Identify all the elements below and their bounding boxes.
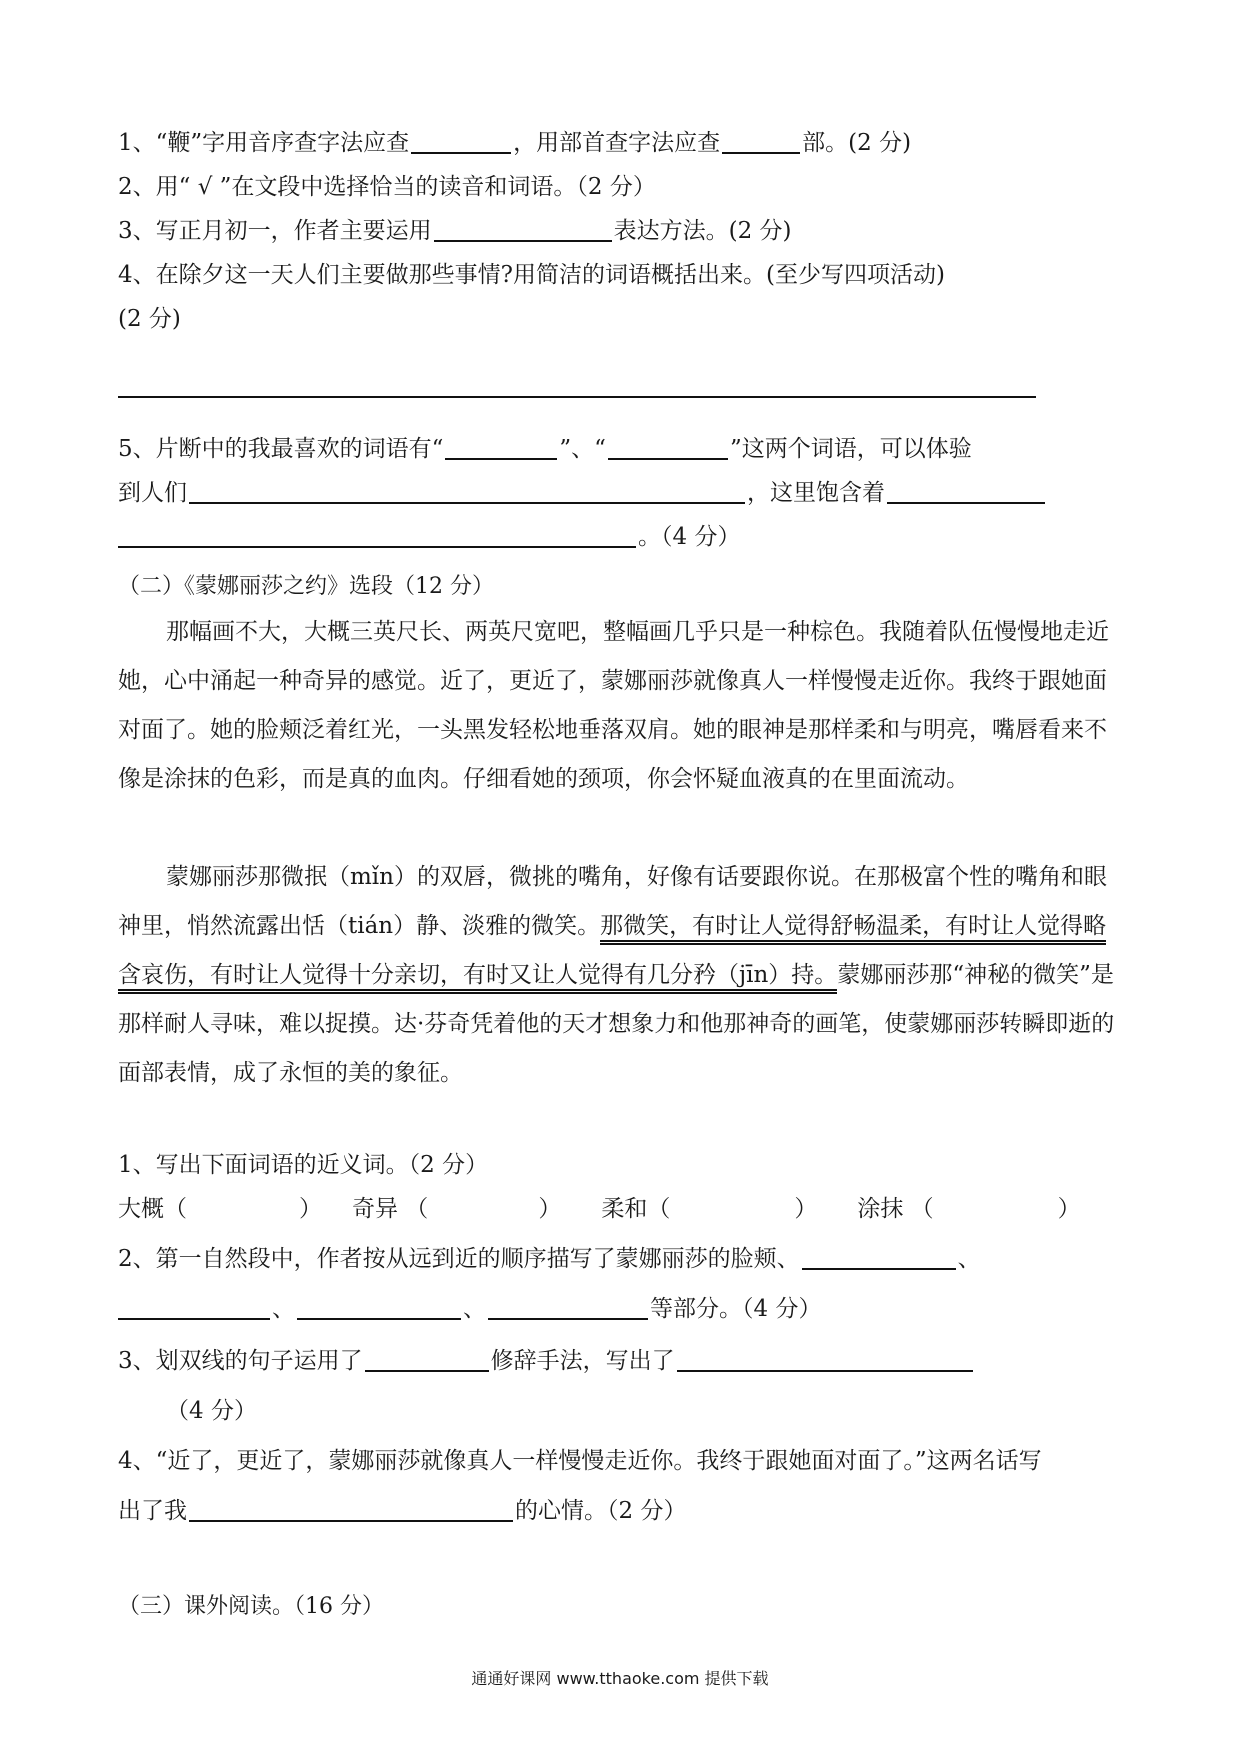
answer-blank[interactable] <box>189 1498 513 1522</box>
page-footer: 通通好课网 www.tthaoke.com 提供下载 <box>471 1669 769 1688</box>
section-2-heading: （二）《蒙娜丽莎之约》选段（12 分） <box>118 574 494 599</box>
passage-paragraph-2 <box>118 853 1128 1098</box>
question-3-text-a: 3、划双线的句子运用了 <box>118 1348 363 1374</box>
question-4: 4、在除夕这一天人们主要做那些事情?用简洁的词语概括出来。(至少写四项活动) <box>118 262 945 288</box>
answer-blank[interactable] <box>365 1348 489 1372</box>
passage-paragraph-2-text-a: 蒙娜丽莎那微抿（mǐn）的双唇，微挑的嘴角，好像有话要跟你说。在那极富个性的嘴角和眼神里，悄然流露出恬（tián）静、淡雅的微笑。 <box>118 864 1107 939</box>
question-4-text-b: 出了我 <box>118 1498 187 1524</box>
answer-blank[interactable] <box>411 130 511 154</box>
section-2-question-4: 4、“近了，更近了，蒙娜丽莎就像真人一样慢慢走近你。我终于跟她面对面了。”这两名话写 <box>118 1448 1042 1474</box>
question-2: 2、用“ √ ”在文段中选择恰当的读音和词语。（2 分） <box>118 174 656 200</box>
question-5-line-3 <box>118 522 740 552</box>
question-5-text-e: ，这里饱含着 <box>747 480 885 506</box>
answer-blank[interactable] <box>118 524 636 548</box>
answer-blank[interactable] <box>722 130 800 154</box>
answer-blank[interactable] <box>488 1296 648 1320</box>
section-2-question-1: 1、写出下面词语的近义词。（2 分） <box>118 1152 489 1178</box>
question-5-text-f: 。（4 分） <box>638 524 741 550</box>
question-5-text-d: 到人们 <box>118 480 187 506</box>
separator: 、 <box>463 1296 486 1322</box>
question-3-text-b: 表达方法。(2 分) <box>613 218 792 244</box>
question-5-line-2 <box>118 478 1047 508</box>
double-underlined-sentence: 那微笑，有时让人觉得舒畅温柔，有时让人觉得略含哀伤，有时让人觉得十分亲切，有时又让人觉得有几分矜（jīn）持。 <box>118 913 1106 994</box>
answer-blank[interactable] <box>297 1296 461 1320</box>
question-2-text-e: 等部分。（4 分） <box>650 1296 822 1322</box>
section-2-question-3-score: （4 分） <box>166 1398 257 1424</box>
answer-blank[interactable] <box>887 480 1045 504</box>
question-1-text-b: ，用部首查字法应查 <box>513 130 721 156</box>
section-2-question-3 <box>118 1346 975 1376</box>
answer-blank[interactable] <box>434 218 612 242</box>
synonym-words <box>118 1194 1081 1224</box>
question-5-text-a: 5、片断中的我最喜欢的词语有“ <box>118 436 444 462</box>
paren-close: ） <box>299 1196 322 1222</box>
question-5-text-b: ”、“ <box>559 436 606 462</box>
section-2-question-2 <box>118 1244 981 1274</box>
word-rouhe: 柔和（ <box>601 1196 671 1222</box>
word-dagai: 大概（ <box>118 1196 187 1222</box>
section-2-question-2-line-2 <box>118 1294 821 1324</box>
answer-blank[interactable] <box>118 1296 270 1320</box>
answer-blank[interactable] <box>677 1348 973 1372</box>
passage-paragraph-2-text-b: 蒙娜丽莎那“神秘的微笑”是那样耐人寻味，难以捉摸。达·芬奇凭着他的天才想象力和他那神奇的画笔，使蒙娜丽莎转瞬即逝的面部表情，成了永恒的美的象征。 <box>118 962 1115 1086</box>
question-3 <box>118 216 792 246</box>
separator: 、 <box>957 1246 981 1272</box>
question-4-score: (2 分) <box>118 306 181 332</box>
answer-blank[interactable] <box>189 480 745 504</box>
answer-blank[interactable] <box>608 436 728 460</box>
paren-close: ） <box>538 1196 562 1222</box>
question-3-text-b: 修辞手法，写出了 <box>490 1348 675 1374</box>
word-tumo: 涂抹 （ <box>857 1196 934 1222</box>
paren-close: ） <box>1057 1196 1081 1222</box>
separator: 、 <box>272 1296 295 1322</box>
word-qiyi: 奇异 （ <box>352 1196 429 1222</box>
question-1-text-a: 1、“鞭”字用音序查字法应查 <box>118 130 410 156</box>
answer-blank[interactable] <box>445 436 557 460</box>
section-3-heading: （三）课外阅读。（16 分） <box>118 1594 384 1619</box>
answer-blank[interactable] <box>802 1246 956 1270</box>
question-2-text-a: 2、第一自然段中，作者按从远到近的顺序描写了蒙娜丽莎的脸颊、 <box>118 1246 800 1272</box>
question-5-text-c: ”这两个词语，可以体验 <box>729 436 972 462</box>
question-4-text-c: 的心情。（2 分） <box>515 1498 687 1524</box>
question-1 <box>118 128 911 158</box>
passage-paragraph-1: 那幅画不大，大概三英尺长、两英尺宽吧，整幅画几乎只是一种棕色。我随着队伍慢慢地走近她，心中涌起一种奇异的感觉。近了，更近了，蒙娜丽莎就像真人一样慢慢走近你。我终于跟她面对面了。她的脸颊泛着红光，一头黑发轻松地垂落双肩。她的眼神是那样柔和与明亮，嘴唇看来不像是涂抹的色彩，而是真的血肉。仔细看她的颈项，你会怀疑血液真的在里面流动。 <box>118 619 1109 792</box>
question-1-text-c: 部。(2 分) <box>802 130 912 156</box>
answer-line[interactable] <box>118 396 1036 398</box>
paren-close: ） <box>794 1196 818 1222</box>
question-3-text-a: 3、写正月初一，作者主要运用 <box>118 218 432 244</box>
section-2-question-4-line-2 <box>118 1496 686 1526</box>
question-5 <box>118 434 972 464</box>
